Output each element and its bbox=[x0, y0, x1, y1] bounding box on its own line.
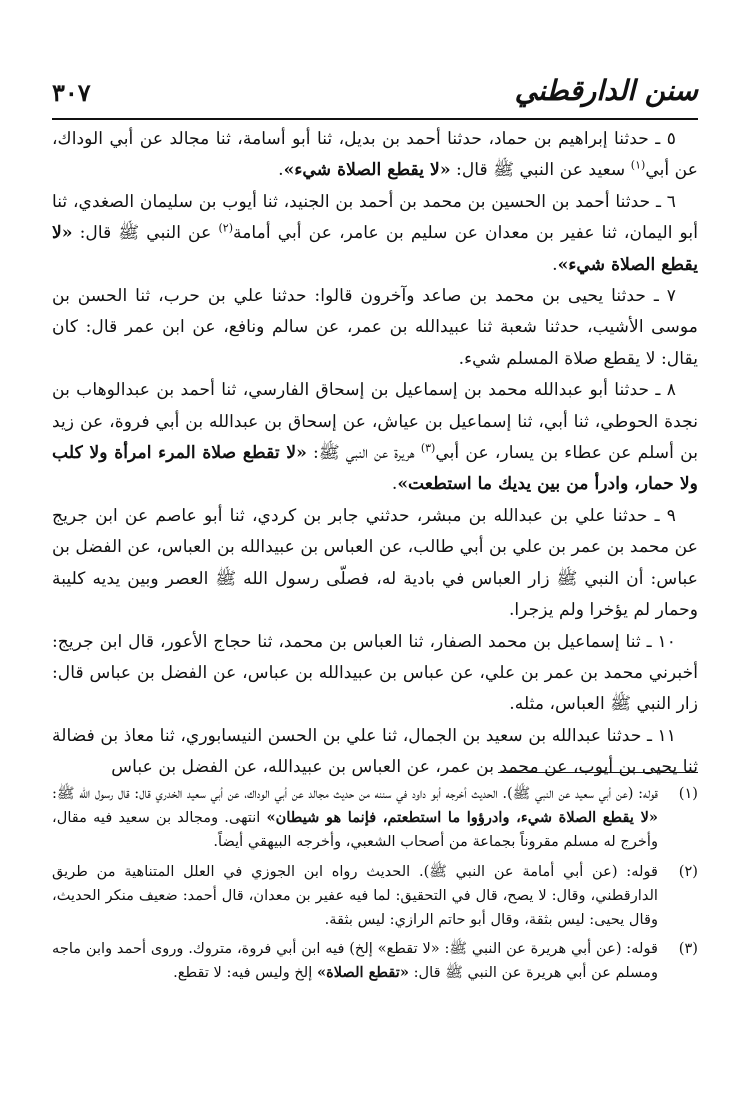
footnote-text: إلخ وليس فيه: لا تقطع. bbox=[173, 964, 317, 982]
hadith-paragraph-7 bbox=[52, 281, 698, 375]
hadith-text: ٥ ـ حدثنا إبراهيم بن حماد، حدثنا أحمد بن بديل، ثنا أبو أسامة، ثنا مجالد عن أبي الوداك، عن أبي bbox=[52, 129, 698, 181]
footnote-2 bbox=[52, 860, 698, 933]
hadith-text: . bbox=[278, 160, 284, 181]
footnote-quote: «تقطع الصلاة» bbox=[316, 964, 409, 982]
hadith-paragraph-8 bbox=[52, 375, 698, 501]
footnotes bbox=[52, 782, 698, 991]
hadith-quote: «لا يقطع الصلاة شيء» bbox=[52, 223, 698, 275]
hadith-text: ١٠ ـ ثنا إسماعيل بن محمد الصفار، ثنا العباس بن محمد، ثنا حجاج الأعور، قال ابن جريج: أخبرني محمد بن عمر بن علي، عن عباس بن عبيدالله بن عباس، عن الفضل بن عباس قال: زار النبي ﷺ العباس، مثله. bbox=[52, 631, 698, 715]
hadith-text: هريرة عن النبي ﷺ: bbox=[306, 443, 421, 464]
hadith-text: ٩ ـ حدثنا علي بن عبدالله بن مبشر، حدثني جابر بن كردي، ثنا أبو عاصم عن ابن جريج عن محمد بن عمر بن علي بن أبي طالب، عن العباس بن عبيدالله بن العباس، عن الفضل بن عباس: أن النبي ﷺ زار العباس في بادية له، فصلّى رسول الله ﷺ العصر وبين يديه كليبة وحمار لم يؤخرا ولم يزجرا. bbox=[52, 505, 698, 621]
footnote-number: (٣) bbox=[678, 940, 698, 958]
hadith-text: سعيد عن النبي ﷺ قال: bbox=[450, 160, 631, 181]
hadith-paragraph-10 bbox=[52, 627, 698, 721]
footnote-text: قوله: (عن أبي سعيد عن النبي ﷺ). الحديث أخرجه أبو داود في سننه من حديث مجالد عن أبي الوداك، عن أبي سعيد الخدري قال: قال رسول الله ﷺ: bbox=[52, 785, 658, 802]
footnote-ref: (٣) bbox=[420, 441, 436, 455]
footnote-ref: (٢) bbox=[218, 221, 233, 235]
footnote-1 bbox=[52, 782, 698, 855]
footnote-number: (١) bbox=[678, 785, 698, 802]
hadith-paragraph-9 bbox=[52, 501, 698, 627]
header-divider bbox=[52, 118, 698, 120]
book-title: سنن الدارقطني bbox=[514, 74, 698, 107]
footnote-text: قوله: (عن أبي هريرة عن النبي ﷺ: «لا تقطع» إلخ) فيه ابن أبي فروة، متروك. وروى أحمد وابن ماجه ومسلم عن أبي هريرة عن النبي ﷺ قال: bbox=[52, 940, 658, 982]
footnote-text: قوله: (عن أبي أمامة عن النبي ﷺ). الحديث رواه ابن الجوزي في العلل المتناهية من طريق الدارقطني، وقال: لا يصح، قال في التحقيق: لما فيه عفير بن معدان، قال أحمد: ضعيف منكر الحديث، وقال يحيى: ليس بثقة، وقال أبو حاتم الرازي: ليس بثقة. bbox=[52, 862, 658, 929]
hadith-text: ٨ ـ حدثنا أبو عبدالله محمد بن إسماعيل بن إسحاق الفارسي، ثنا أحمد بن عبدالوهاب بن نجدة الحوطي، ثنا أبي، ثنا إسماعيل بن عياش، عن إسحاق بن عبدالله بن أبي فروة، عن زيد بن أسلم عن عطاء بن يسار، عن أبي bbox=[52, 380, 698, 464]
hadith-paragraph-5 bbox=[52, 124, 698, 187]
hadith-quote: «لا تقطع صلاة المرء امرأة ولا كلب ولا حمار، وادرأ من بين يديك ما استطعت» bbox=[52, 443, 698, 495]
footnote-ref: (١) bbox=[630, 158, 646, 172]
page-number: ٣٠٧ bbox=[52, 78, 91, 107]
hadith-text: ٦ ـ حدثنا أحمد بن الحسين بن محمد بن أحمد بن الجنيد، ثنا أيوب بن سليمان الصغدي، ثنا أبو اليمان، ثنا عفير بن معدان عن سليم بن عامر، عن أبي أمامة bbox=[52, 191, 698, 244]
hadith-quote: «لا يقطع الصلاة شيء» bbox=[283, 160, 451, 181]
footnote-text: انتهى. ومجالد بن سعيد فيه مقال، وأخرج له مسلم مقروناً بجماعة من أصحاب الشعبي، وأخرجه البيهقي أيضاً. bbox=[52, 809, 658, 851]
footnote-quote: «لا يقطع الصلاة شيء، وادرؤوا ما استطعتم، فإنما هو شيطان» bbox=[266, 809, 659, 827]
hadith-paragraph-11 bbox=[52, 721, 698, 784]
hadith-text: . bbox=[552, 254, 558, 275]
footnote-number: (٢) bbox=[678, 862, 698, 880]
hadith-text: ١١ ـ حدثنا عبدالله بن سعيد بن الجمال، ثنا علي بن الحسن النيسابوري، ثنا معاذ بن فضالة ثنا يحيى بن أيوب، عن محمد بن عمر، عن العباس بن عبيدالله، عن الفضل بن عباس bbox=[52, 725, 698, 778]
main-text bbox=[52, 124, 698, 784]
page-header bbox=[52, 72, 698, 116]
hadith-text: عن النبي ﷺ قال: bbox=[72, 223, 219, 244]
hadith-text: . bbox=[391, 474, 398, 495]
hadith-paragraph-6 bbox=[52, 187, 698, 281]
footnote-3 bbox=[52, 937, 698, 985]
hadith-text: ٧ ـ حدثنا يحيى بن محمد بن صاعد وآخرون قالوا: حدثنا علي بن حرب، ثنا الحسن بن موسى الأشيب، حدثنا شعبة ثنا عبيدالله بن عمر، عن سالم ونافع، عن ابن عمر قال: كان يقال: لا يقطع صلاة المسلم شيء. bbox=[52, 286, 698, 369]
footnote-divider bbox=[498, 772, 698, 773]
